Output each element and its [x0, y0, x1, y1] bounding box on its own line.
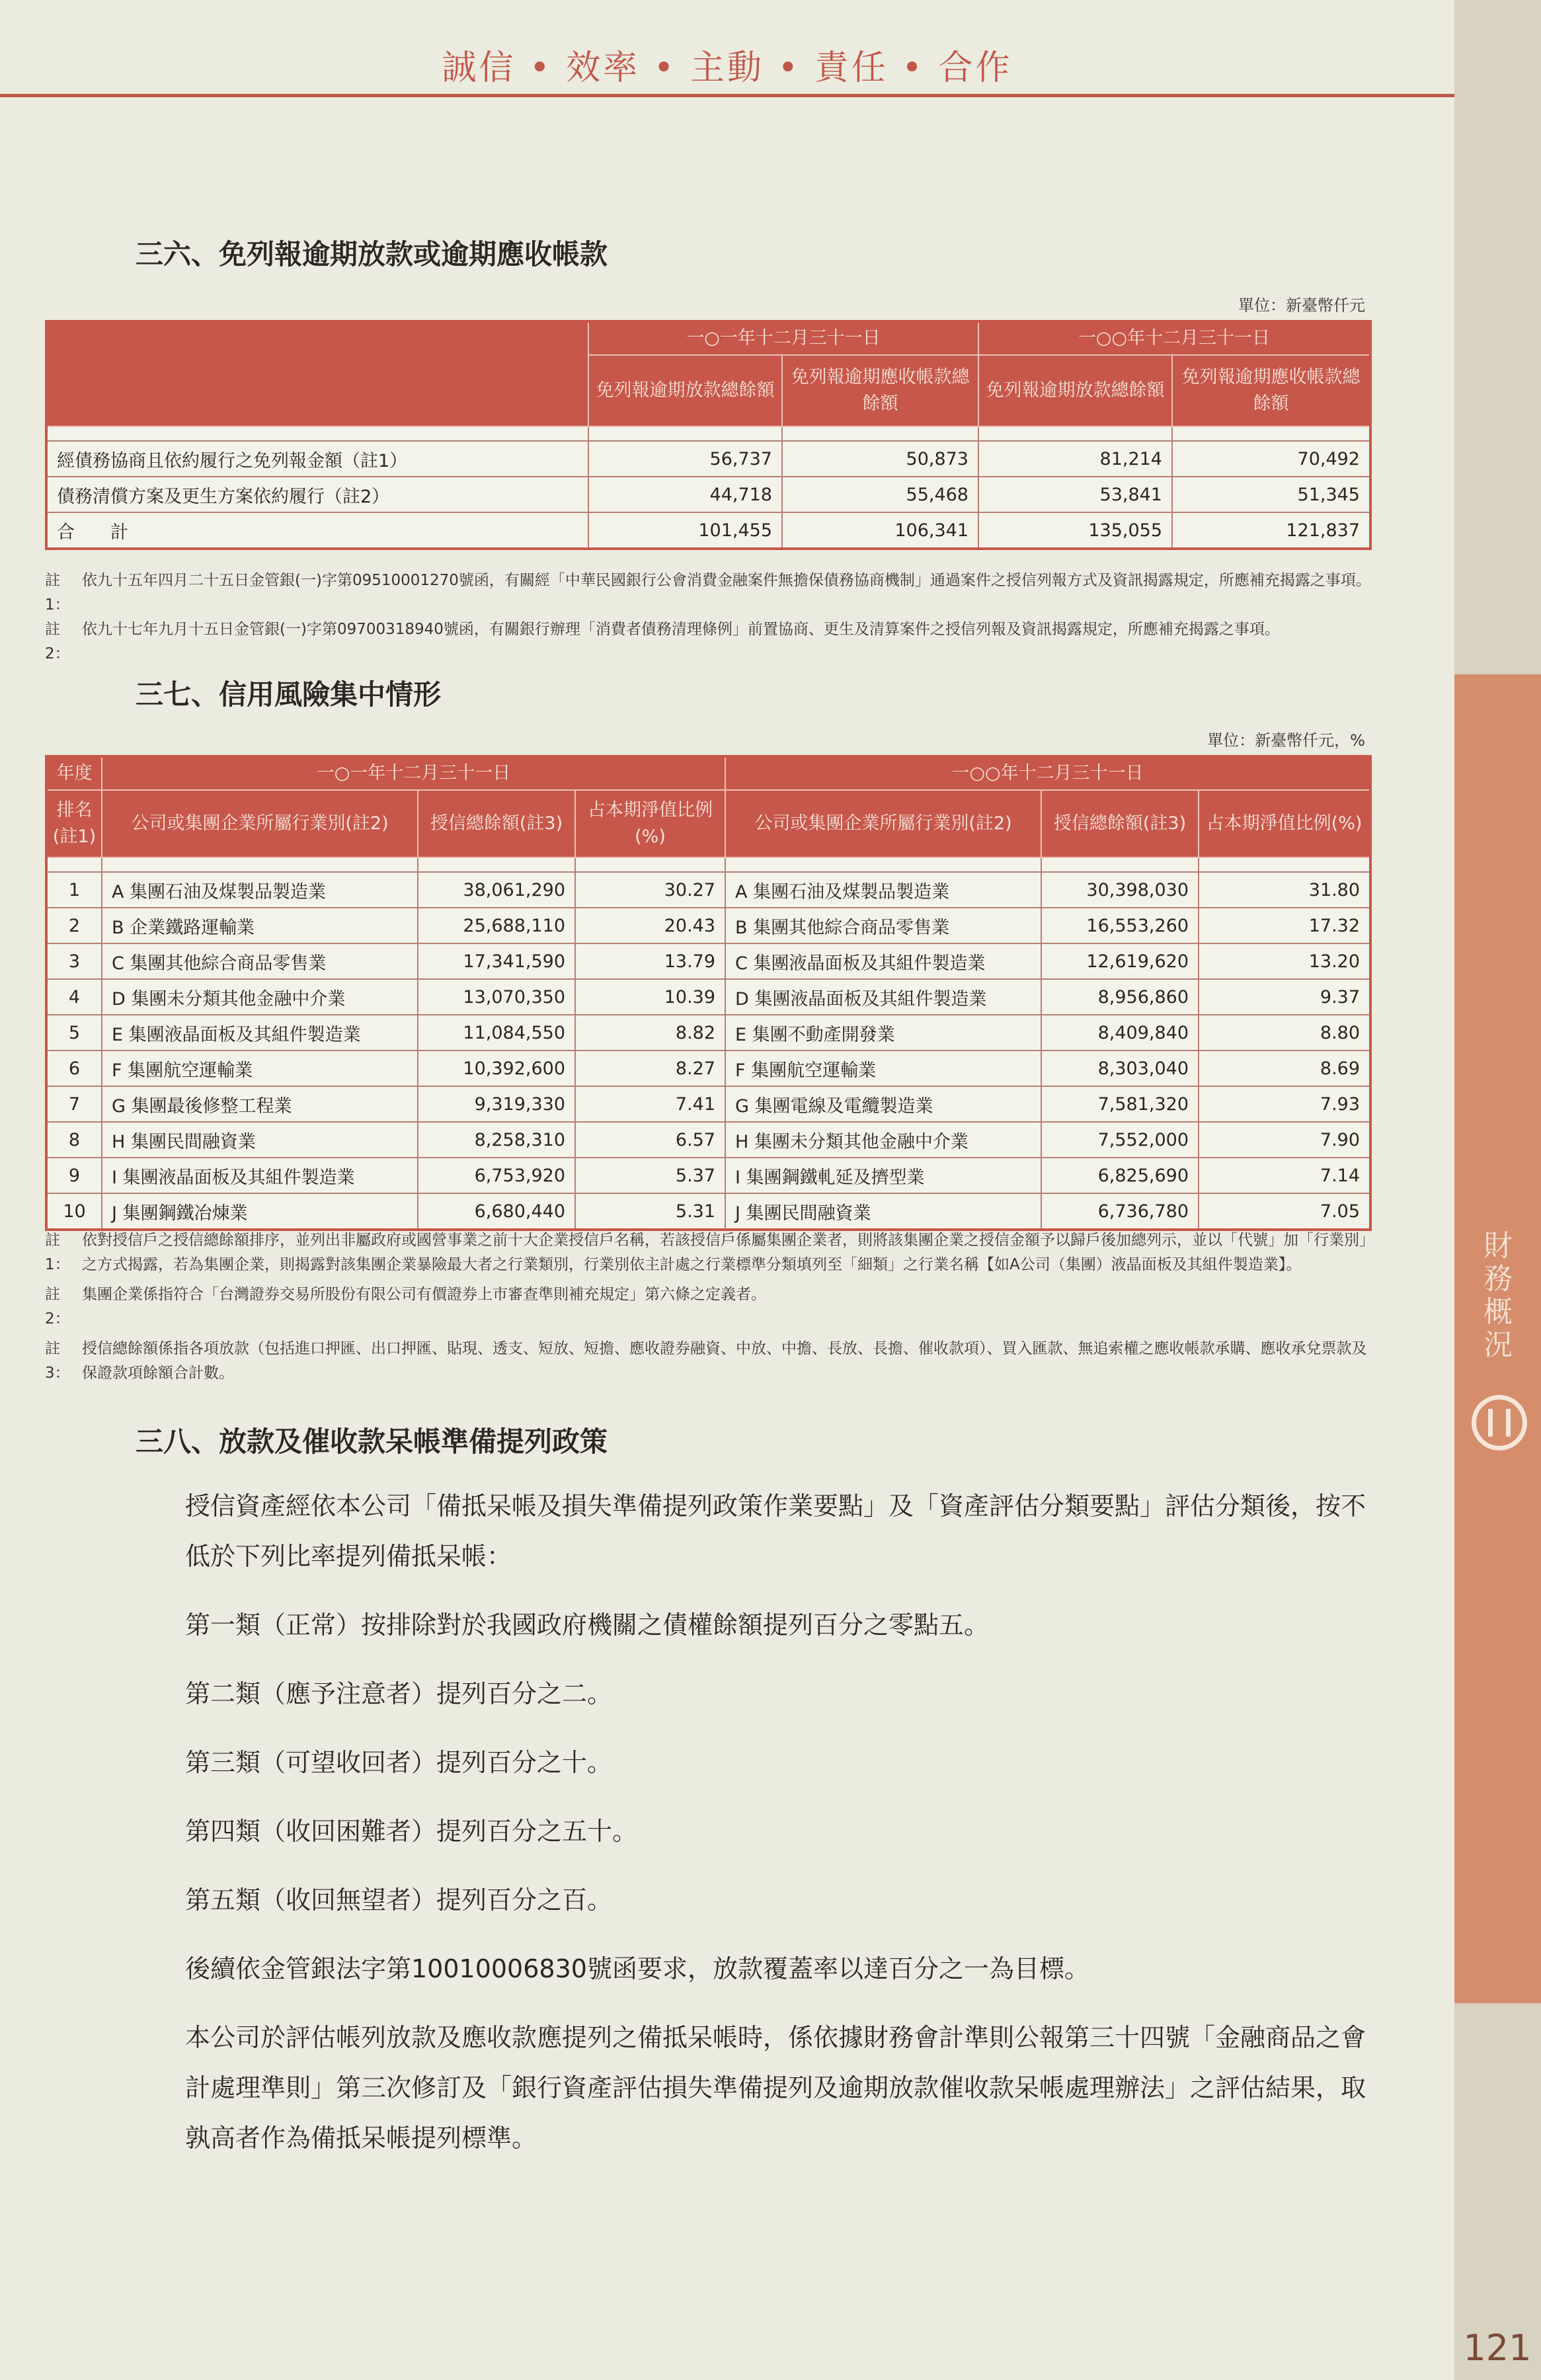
rank-cell: 7	[46, 1086, 102, 1122]
column-header: 授信總餘額(註3)	[1041, 790, 1199, 857]
header-blank	[46, 321, 588, 426]
table-row	[46, 943, 1370, 979]
table-row	[46, 1158, 1370, 1193]
column-header: 授信總餘額(註3)	[418, 790, 575, 857]
cell-value: 70,492	[1172, 441, 1370, 477]
paragraph: 本公司於評估帳列放款及應收款應提列之備抵呆帳時，係依據財務會計準則公報第三十四號「金融商品之會計處理準則」第三次修訂及「銀行資產評估損失準備提列及逾期放款催收款呆帳處理辦法」之評估結果，取孰高者作為備抵呆帳提列標準。	[185, 2023, 1366, 2153]
credit-amount-cell: 38,061,290	[418, 872, 575, 908]
company-industry-cell: I 集團鋼鐵軋延及擠型業	[725, 1158, 1041, 1193]
credit-amount-cell: 8,258,310	[418, 1122, 575, 1158]
cell-value: 106,341	[782, 512, 978, 549]
section-37-title: 三七、信用風險集中情形	[136, 678, 442, 711]
column-header: 公司或集團企業所屬行業別(註2)	[102, 790, 418, 857]
cell-value: 56,737	[588, 441, 782, 477]
company-industry-cell: I 集團液晶面板及其組件製造業	[102, 1158, 418, 1193]
column-header: 占本期淨值比例(%)	[1199, 790, 1370, 857]
section-37-unit: 單位：新臺幣仟元，%	[1207, 731, 1365, 750]
table-row	[46, 1015, 1370, 1051]
table-row	[46, 979, 1370, 1015]
company-industry-cell: E 集團液晶面板及其組件製造業	[102, 1015, 418, 1051]
footnote-label: 註1：	[45, 1232, 70, 1273]
year-header-2012: 一○一年十二月三十一日	[588, 321, 978, 355]
footnote-text: 依九十七年九月十五日金管銀(一)字第09700318940號函，有關銀行辦理「消費者債務清理條例」前置協商、更生及清算案件之授信列報及資訊揭露規定，所應補充揭露之事項。	[82, 621, 1280, 638]
net-worth-ratio-cell: 8.69	[1199, 1051, 1370, 1086]
table-row	[46, 1086, 1370, 1122]
company-industry-cell: F 集團航空運輸業	[725, 1051, 1041, 1086]
net-worth-ratio-cell: 7.14	[1199, 1158, 1370, 1193]
credit-amount-cell: 10,392,600	[418, 1051, 575, 1086]
company-industry-cell: J 集團民間融資業	[725, 1193, 1041, 1230]
net-worth-ratio-cell: 5.31	[575, 1193, 725, 1230]
overdue-exempt-table	[45, 320, 1372, 550]
column-header: 免列報逾期應收帳款總餘額	[1172, 355, 1370, 426]
paragraph: 後續依金管銀法字第10010006830號函要求，放款覆蓋率以達百分之一為目標。	[185, 1954, 1089, 1983]
footnote	[45, 1337, 1374, 1386]
cell-value: 53,841	[978, 477, 1172, 512]
credit-amount-cell: 7,552,000	[1041, 1122, 1199, 1158]
table-row	[46, 477, 1370, 512]
credit-amount-cell: 6,680,440	[418, 1193, 575, 1230]
table-row	[46, 441, 1370, 477]
company-industry-cell: H 集團未分類其他金融中介業	[725, 1122, 1041, 1158]
section-36-unit: 單位：新臺幣仟元	[1238, 296, 1365, 315]
cell-value: 44,718	[588, 477, 782, 512]
rank-cell: 1	[46, 872, 102, 908]
company-industry-cell: D 集團液晶面板及其組件製造業	[725, 979, 1041, 1015]
company-industry-cell: B 集團其他綜合商品零售業	[725, 908, 1041, 943]
company-logo-icon	[1472, 1395, 1527, 1450]
footnote-label: 註3：	[45, 1340, 70, 1382]
net-worth-ratio-cell: 8.80	[1199, 1015, 1370, 1051]
net-worth-ratio-cell: 7.41	[575, 1086, 725, 1122]
rank-cell: 4	[46, 979, 102, 1015]
column-header: 免列報逾期放款總餘額	[978, 355, 1172, 426]
credit-amount-cell: 9,319,330	[418, 1086, 575, 1122]
net-worth-ratio-cell: 13.20	[1199, 943, 1370, 979]
cell-value: 135,055	[978, 512, 1172, 549]
company-industry-cell: E 集團不動產開發業	[725, 1015, 1041, 1051]
section-tab-char: 況	[1483, 1328, 1513, 1362]
section-tab-label	[1466, 1230, 1530, 1362]
net-worth-ratio-cell: 7.93	[1199, 1086, 1370, 1122]
footnote-text: 授信總餘額係指各項放款（包括進口押匯、出口押匯、貼現、透支、短放、短擔、應收證券融資、中放、中擔、長放、長擔、催收款項）、買入匯款、無追索權之應收帳款承購、應收承兌票款及保證款項餘額合計數。	[82, 1340, 1367, 1382]
footnote	[45, 1228, 1374, 1277]
rank-cell: 6	[46, 1051, 102, 1086]
rank-header: 排名(註1)	[46, 790, 102, 857]
paragraph: 第一類（正常）按排除對於我國政府機關之債權餘額提列百分之零點五。	[185, 1610, 990, 1640]
provision-policy-text	[185, 1481, 1372, 2182]
table-row	[46, 872, 1370, 908]
rank-cell: 5	[46, 1015, 102, 1051]
paragraph: 第二類（應予注意者）提列百分之二。	[185, 1679, 613, 1708]
footnote-label: 註2：	[45, 1286, 70, 1328]
section-37-notes	[45, 1228, 1374, 1386]
footnote-text: 集團企業係指符合「台灣證券交易所股份有限公司有價證券上市審查準則補充規定」第六條之定義者。	[82, 1286, 766, 1303]
cell-value: 51,345	[1172, 477, 1370, 512]
rank-cell: 3	[46, 943, 102, 979]
credit-amount-cell: 17,341,590	[418, 943, 575, 979]
section-tab-char: 概	[1483, 1295, 1513, 1329]
footnote-label: 註2：	[45, 621, 70, 662]
table-row-total	[46, 512, 1370, 549]
net-worth-ratio-cell: 9.37	[1199, 979, 1370, 1015]
credit-amount-cell: 12,619,620	[1041, 943, 1199, 979]
table-row	[46, 1051, 1370, 1086]
section-36-notes	[45, 569, 1374, 666]
credit-amount-cell: 8,303,040	[1041, 1051, 1199, 1086]
footnote-label: 註1：	[45, 572, 70, 614]
credit-amount-cell: 11,084,550	[418, 1015, 575, 1051]
company-industry-cell: H 集團民間融資業	[102, 1122, 418, 1158]
net-worth-ratio-cell: 7.90	[1199, 1122, 1370, 1158]
company-industry-cell: G 集團最後修整工程業	[102, 1086, 418, 1122]
rank-cell: 2	[46, 908, 102, 943]
net-worth-ratio-cell: 8.27	[575, 1051, 725, 1086]
footnote	[45, 569, 1374, 617]
company-industry-cell: A 集團石油及煤製品製造業	[102, 872, 418, 908]
year-header-2011: 一○○年十二月三十一日	[978, 321, 1370, 355]
table-row	[46, 1122, 1370, 1158]
footnote-text: 依九十五年四月二十五日金管銀(一)字第09510001270號函，有關經「中華民國銀行公會消費金融案件無擔保債務協商機制」通過案件之授信列報方式及資訊揭露規定，所應補充揭露之事項。	[82, 572, 1371, 589]
net-worth-ratio-cell: 13.79	[575, 943, 725, 979]
cell-value: 55,468	[782, 477, 978, 512]
year-header-2012: 一○一年十二月三十一日	[102, 756, 725, 790]
company-industry-cell: J 集團鋼鐵冶煉業	[102, 1193, 418, 1230]
net-worth-ratio-cell: 6.57	[575, 1122, 725, 1158]
net-worth-ratio-cell: 10.39	[575, 979, 725, 1015]
row-label: 經債務協商且依約履行之免列報金額（註1）	[46, 441, 588, 477]
credit-concentration-table	[45, 755, 1372, 1231]
footnote	[45, 617, 1374, 666]
company-industry-cell: C 集團其他綜合商品零售業	[102, 943, 418, 979]
company-industry-cell: D 集團未分類其他金融中介業	[102, 979, 418, 1015]
net-worth-ratio-cell: 8.82	[575, 1015, 725, 1051]
column-header: 公司或集團企業所屬行業別(註2)	[725, 790, 1041, 857]
company-industry-cell: B 企業鐵路運輸業	[102, 908, 418, 943]
credit-amount-cell: 25,688,110	[418, 908, 575, 943]
table-row	[46, 1193, 1370, 1230]
column-header: 免列報逾期應收帳款總餘額	[782, 355, 978, 426]
row-label: 債務清償方案及更生方案依約履行（註2）	[46, 477, 588, 512]
row-label: 合 計	[46, 512, 588, 549]
section-tab-char: 財	[1483, 1229, 1513, 1263]
net-worth-ratio-cell: 5.37	[575, 1158, 725, 1193]
net-worth-ratio-cell: 20.43	[575, 908, 725, 943]
header-motto: 誠信 • 效率 • 主動 • 責任 • 合作	[442, 48, 1013, 88]
credit-table-body	[46, 857, 1370, 1230]
section-tab-char: 務	[1483, 1262, 1513, 1296]
cell-value: 81,214	[978, 441, 1172, 477]
column-header: 免列報逾期放款總餘額	[588, 355, 782, 426]
footnote	[45, 1283, 1374, 1331]
column-header: 占本期淨值比例(%)	[575, 790, 725, 857]
year-label: 年度	[46, 756, 102, 790]
credit-amount-cell: 13,070,350	[418, 979, 575, 1015]
credit-amount-cell: 7,581,320	[1041, 1086, 1199, 1122]
year-header-2011: 一○○年十二月三十一日	[725, 756, 1370, 790]
credit-amount-cell: 6,825,690	[1041, 1158, 1199, 1193]
credit-amount-cell: 8,956,860	[1041, 979, 1199, 1015]
company-industry-cell: A 集團石油及煤製品製造業	[725, 872, 1041, 908]
paragraph: 第五類（收回無望者）提列百分之百。	[185, 1885, 613, 1915]
cell-value: 101,455	[588, 512, 782, 549]
credit-amount-cell: 30,398,030	[1041, 872, 1199, 908]
paragraph: 授信資產經依本公司「備抵呆帳及損失準備提列政策作業要點」及「資產評估分類要點」評估分類後，按不低於下列比率提列備抵呆帳：	[185, 1491, 1366, 1571]
net-worth-ratio-cell: 7.05	[1199, 1193, 1370, 1230]
rank-cell: 10	[46, 1193, 102, 1230]
section-38-title: 三八、放款及催收款呆帳準備提列政策	[136, 1425, 608, 1458]
header-divider	[0, 94, 1454, 97]
credit-amount-cell: 8,409,840	[1041, 1015, 1199, 1051]
paragraph: 第三類（可望收回者）提列百分之十。	[185, 1748, 613, 1777]
paragraph: 第四類（收回困難者）提列百分之五十。	[185, 1817, 638, 1846]
table-row	[46, 908, 1370, 943]
rank-cell: 9	[46, 1158, 102, 1193]
company-industry-cell: F 集團航空運輸業	[102, 1051, 418, 1086]
company-industry-cell: G 集團電線及電纜製造業	[725, 1086, 1041, 1122]
footnote-text: 依對授信戶之授信總餘額排序，並列出非屬政府或國營事業之前十大企業授信戶名稱，若該授信戶係屬集團企業者，則將該集團企業之授信金額予以歸戶後加總列示，並以「代號」加「行業別」之方式揭露，若為集團企業，則揭露對該集團企業暴險最大者之行業類別，行業別依主計處之行業標準分類填列至「細類」之行業名稱【如A公司（集團）液晶面板及其組件製造業】。	[82, 1232, 1367, 1273]
net-worth-ratio-cell: 17.32	[1199, 908, 1370, 943]
cell-value: 121,837	[1172, 512, 1370, 549]
company-industry-cell: C 集團液晶面板及其組件製造業	[725, 943, 1041, 979]
section-36-title: 三六、免列報逾期放款或逾期應收帳款	[136, 238, 608, 270]
credit-amount-cell: 16,553,260	[1041, 908, 1199, 943]
net-worth-ratio-cell: 31.80	[1199, 872, 1370, 908]
rank-cell: 8	[46, 1122, 102, 1158]
credit-amount-cell: 6,753,920	[418, 1158, 575, 1193]
cell-value: 50,873	[782, 441, 978, 477]
page-number: 121	[1463, 2327, 1532, 2369]
credit-amount-cell: 6,736,780	[1041, 1193, 1199, 1230]
net-worth-ratio-cell: 30.27	[575, 872, 725, 908]
